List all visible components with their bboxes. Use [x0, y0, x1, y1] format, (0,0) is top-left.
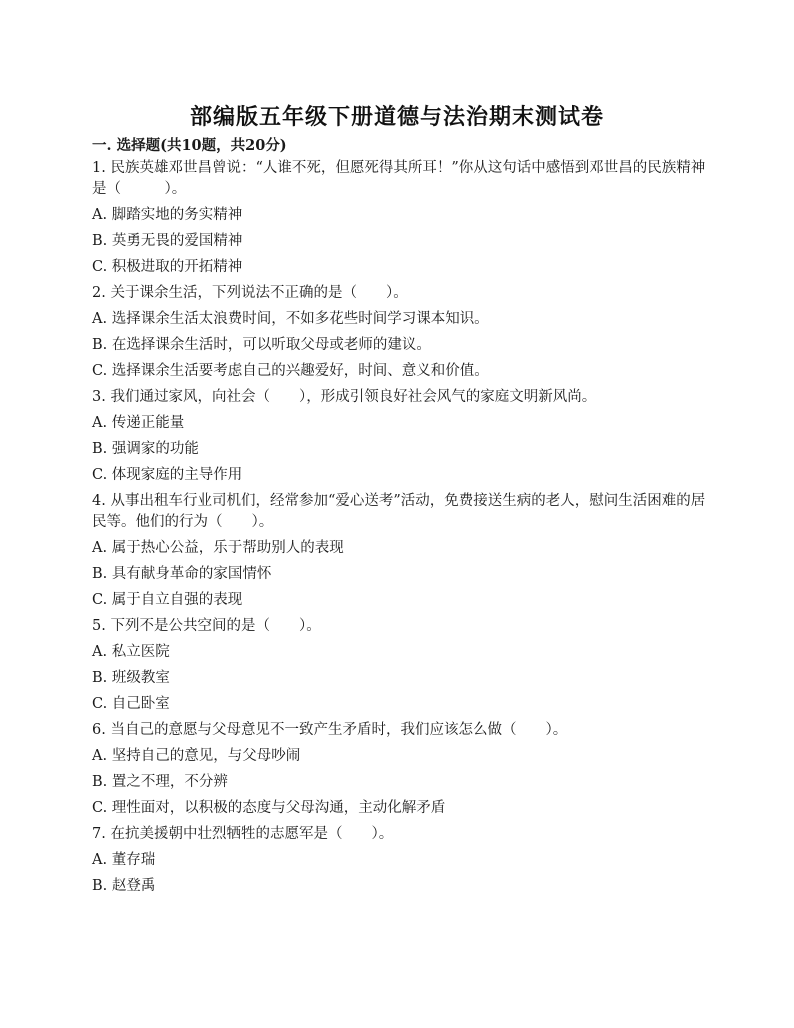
answer-option: B. 英勇无畏的爱国精神	[92, 233, 243, 249]
answer-option: A. 传递正能量	[92, 415, 185, 431]
answer-option: C. 属于自立自强的表现	[92, 592, 243, 608]
question-stem: 5. 下列不是公共空间的是（ ）。	[92, 618, 321, 634]
question-list	[92, 134, 712, 902]
answer-option: B. 置之不理，不分辨	[92, 774, 228, 790]
question-stem: 6. 当自己的意愿与父母意见不一致产生矛盾时，我们应该怎么做（ ）。	[92, 722, 568, 738]
answer-option: C. 自己卧室	[92, 696, 170, 712]
answer-option: A. 属于热心公益，乐于帮助别人的表现	[92, 540, 344, 556]
answer-option: C. 体现家庭的主导作用	[92, 467, 243, 483]
answer-option: B. 强调家的功能	[92, 441, 199, 457]
question-stem: 4. 从事出租车行业司机们，经常参加“爱心送考”活动，免费接送生病的老人，慰问生活困难的居民等。他们的行为（ ）。	[92, 493, 706, 530]
question-stem: 2. 关于课余生活，下列说法不正确的是（ ）。	[92, 285, 408, 301]
answer-option: C. 选择课余生活要考虑自己的兴趣爱好，时间、意义和价值。	[92, 363, 489, 379]
question-stem: 1. 民族英雄邓世昌曾说：“人谁不死，但愿死得其所耳！”你从这句话中感悟到邓世昌的民族精神是（ ）。	[92, 160, 706, 197]
answer-option: B. 赵登禹	[92, 878, 156, 894]
document-title: 部编版五年级下册道德与法治期末测试卷	[189, 104, 604, 130]
answer-option: A. 私立医院	[92, 644, 170, 660]
question-stem: 7. 在抗美援朝中壮烈牺牲的志愿军是（ ）。	[92, 826, 394, 842]
answer-option: B. 在选择课余生活时，可以听取父母或老师的建议。	[92, 337, 431, 353]
answer-option: B. 具有献身革命的家国情怀	[92, 566, 272, 582]
answer-option: A. 选择课余生活太浪费时间，不如多花些时间学习课本知识。	[92, 311, 489, 327]
question-stem: 3. 我们通过家风，向社会（ ），形成引领良好社会风气的家庭文明新风尚。	[92, 389, 597, 405]
answer-option: A. 坚持自己的意见，与父母吵闹	[92, 748, 301, 764]
answer-option: C. 积极进取的开拓精神	[92, 259, 243, 275]
answer-option: A. 脚踏实地的务实精神	[92, 207, 243, 223]
answer-option: B. 班级教室	[92, 670, 170, 686]
answer-option: C. 理性面对，以积极的态度与父母沟通，主动化解矛盾	[92, 800, 446, 816]
answer-option: A. 董存瑞	[92, 852, 156, 868]
section-heading: 一. 选择题(共10题，共20分)	[92, 137, 287, 154]
